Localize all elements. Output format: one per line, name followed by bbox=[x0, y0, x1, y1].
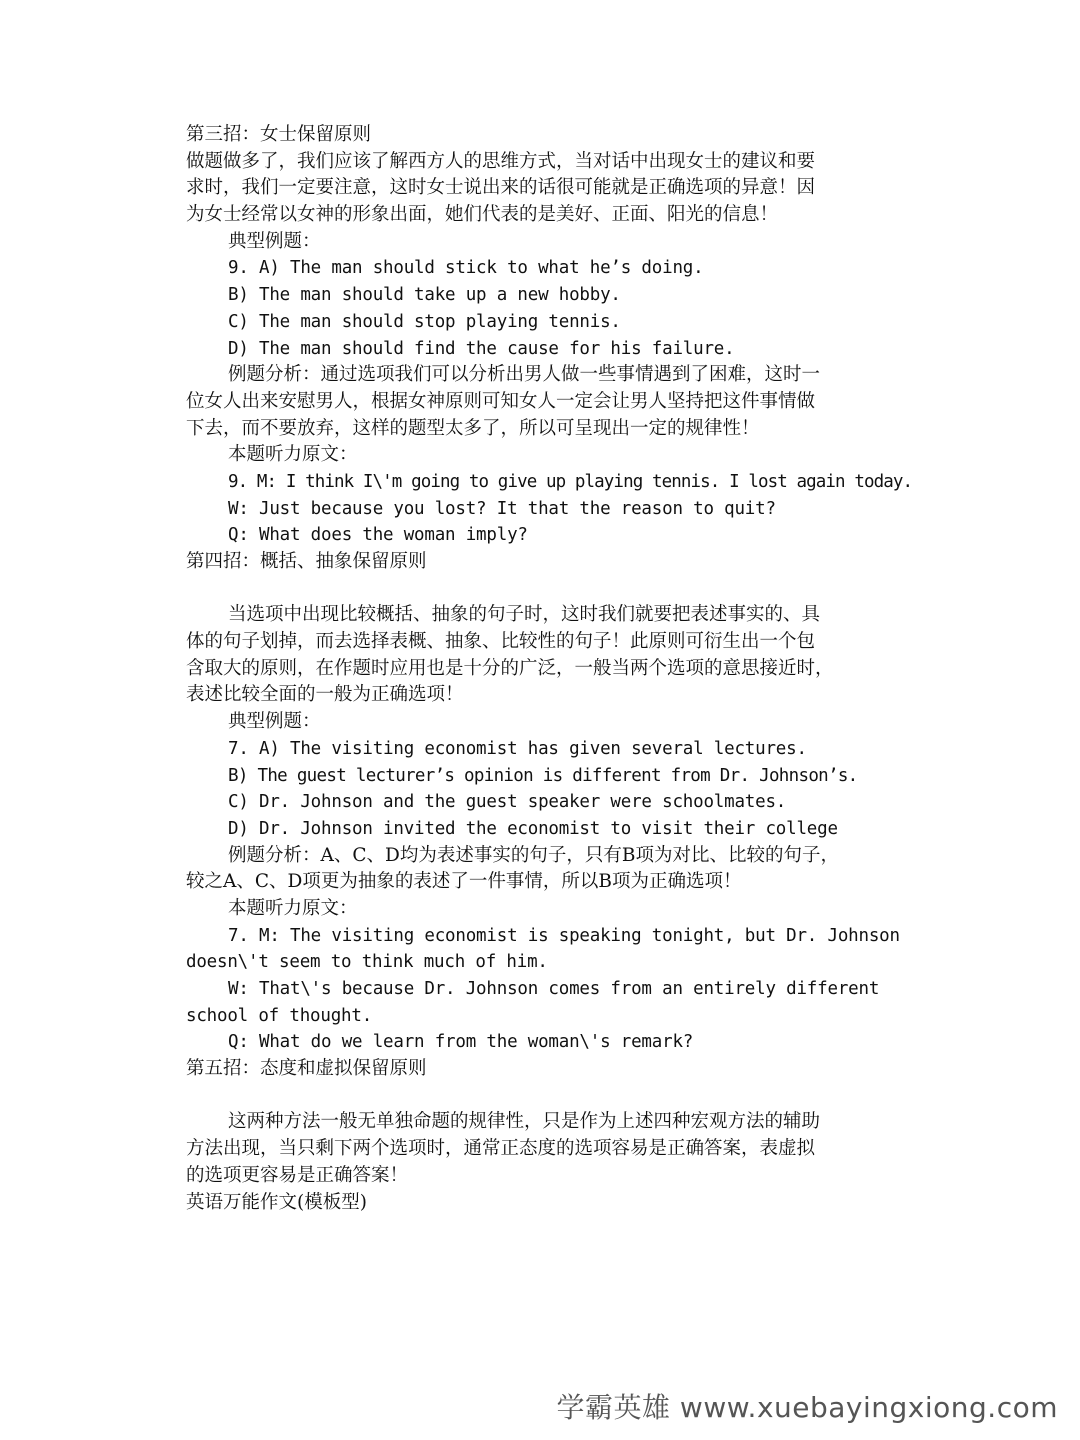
document-body bbox=[186, 122, 913, 1216]
footer-watermark: 学霸英雄 www.xuebayingxiong.com bbox=[556, 1391, 1058, 1424]
option-line: C) The man should stop playing tennis. bbox=[228, 311, 621, 332]
transcript-line: W: That\'s because Dr. Johnson comes from an entirely different bbox=[228, 979, 880, 999]
blank-line bbox=[186, 576, 898, 603]
paragraph-line: 这两种方法一般无单独命题的规律性，只是作为上述四种宏观方法的辅助 bbox=[228, 1111, 821, 1133]
transcript-line: school of thought. bbox=[186, 1005, 373, 1026]
transcript-line: 9. M: I think I\'m going to give up playing tennis. I lost again today. bbox=[228, 471, 913, 492]
option-line: B) The guest lecturer’s opinion is different from Dr. Johnson’s. bbox=[228, 765, 858, 786]
analysis-line: 例题分析：通过选项我们可以分析出男人做一些事情遇到了困难，这时一 bbox=[228, 364, 821, 386]
section-heading: 英语万能作文(模板型) bbox=[186, 1191, 367, 1213]
transcript-label: 本题听力原文： bbox=[228, 897, 358, 919]
paragraph-line: 方法出现，当只剩下两个选项时，通常正态度的选项容易是正确答案，表虚拟 bbox=[186, 1138, 816, 1160]
paragraph-line: 的选项更容易是正确答案！ bbox=[186, 1164, 409, 1186]
section-heading: 第四招：概括、抽象保留原则 bbox=[186, 551, 427, 572]
transcript-line: Q: What does the woman imply? bbox=[228, 525, 528, 546]
blank-line bbox=[186, 1083, 898, 1110]
transcript-line: W: Just because you lost? It that the reason to quit? bbox=[228, 498, 776, 519]
transcript-line: 7. M: The visiting economist is speaking tonight, but Dr. Johnson bbox=[228, 925, 900, 946]
paragraph-line: 体的句子划掉，而去选择表概、抽象、比较性的句子！此原则可衍生出一个包 bbox=[186, 631, 816, 653]
analysis-line: 下去，而不要放弃，这样的题型太多了，所以可呈现出一定的规律性！ bbox=[186, 417, 760, 439]
option-line: C) Dr. Johnson and the guest speaker were schoolmates. bbox=[228, 792, 787, 813]
transcript-line: Q: What do we learn from the woman\'s remark? bbox=[228, 1032, 694, 1053]
analysis-line: 例题分析：A、C、D均为表述事实的句子，只有B项为对比、比较的句子， bbox=[228, 844, 839, 866]
analysis-line: 位女人出来安慰男人，根据女神原则可知女人一定会让男人坚持把这件事情做 bbox=[186, 390, 816, 412]
example-label: 典型例题： bbox=[228, 230, 321, 252]
section-heading: 第五招：态度和虚拟保留原则 bbox=[186, 1058, 427, 1080]
section-heading: 第三招：女士保留原则 bbox=[186, 124, 372, 145]
analysis-line: 较之A、C、D项更为抽象的表述了一件事情，所以B项为正确选项！ bbox=[186, 871, 742, 893]
option-line: D) The man should find the cause for his failure. bbox=[228, 338, 735, 359]
paragraph-line: 做题做多了，我们应该了解西方人的思维方式，当对话中出现女士的建议和要 bbox=[186, 150, 816, 172]
transcript-line: doesn\'t seem to think much of him. bbox=[186, 952, 548, 973]
option-line: 9. A) The man should stick to what he’s doing. bbox=[228, 258, 704, 279]
option-line: D) Dr. Johnson invited the economist to visit their college bbox=[228, 818, 838, 839]
transcript-label: 本题听力原文： bbox=[228, 444, 358, 466]
paragraph-line: 求时，我们一定要注意，这时女士说出来的话很可能就是正确选项的异意！因 bbox=[186, 177, 816, 199]
paragraph-line: 当选项中出现比较概括、抽象的句子时，这时我们就要把表述事实的、具 bbox=[228, 604, 821, 626]
paragraph-line: 表述比较全面的一般为正确选项！ bbox=[186, 684, 464, 706]
option-line: B) The man should take up a new hobby. bbox=[228, 285, 621, 306]
paragraph-line: 含取大的原则，在作题时应用也是十分的广泛，一般当两个选项的意思接近时， bbox=[186, 657, 834, 679]
paragraph-line: 为女士经常以女神的形象出面，她们代表的是美好、正面、阳光的信息！ bbox=[186, 204, 779, 226]
example-label: 典型例题： bbox=[228, 711, 321, 733]
option-line: 7. A) The visiting economist has given several lectures. bbox=[228, 738, 807, 759]
